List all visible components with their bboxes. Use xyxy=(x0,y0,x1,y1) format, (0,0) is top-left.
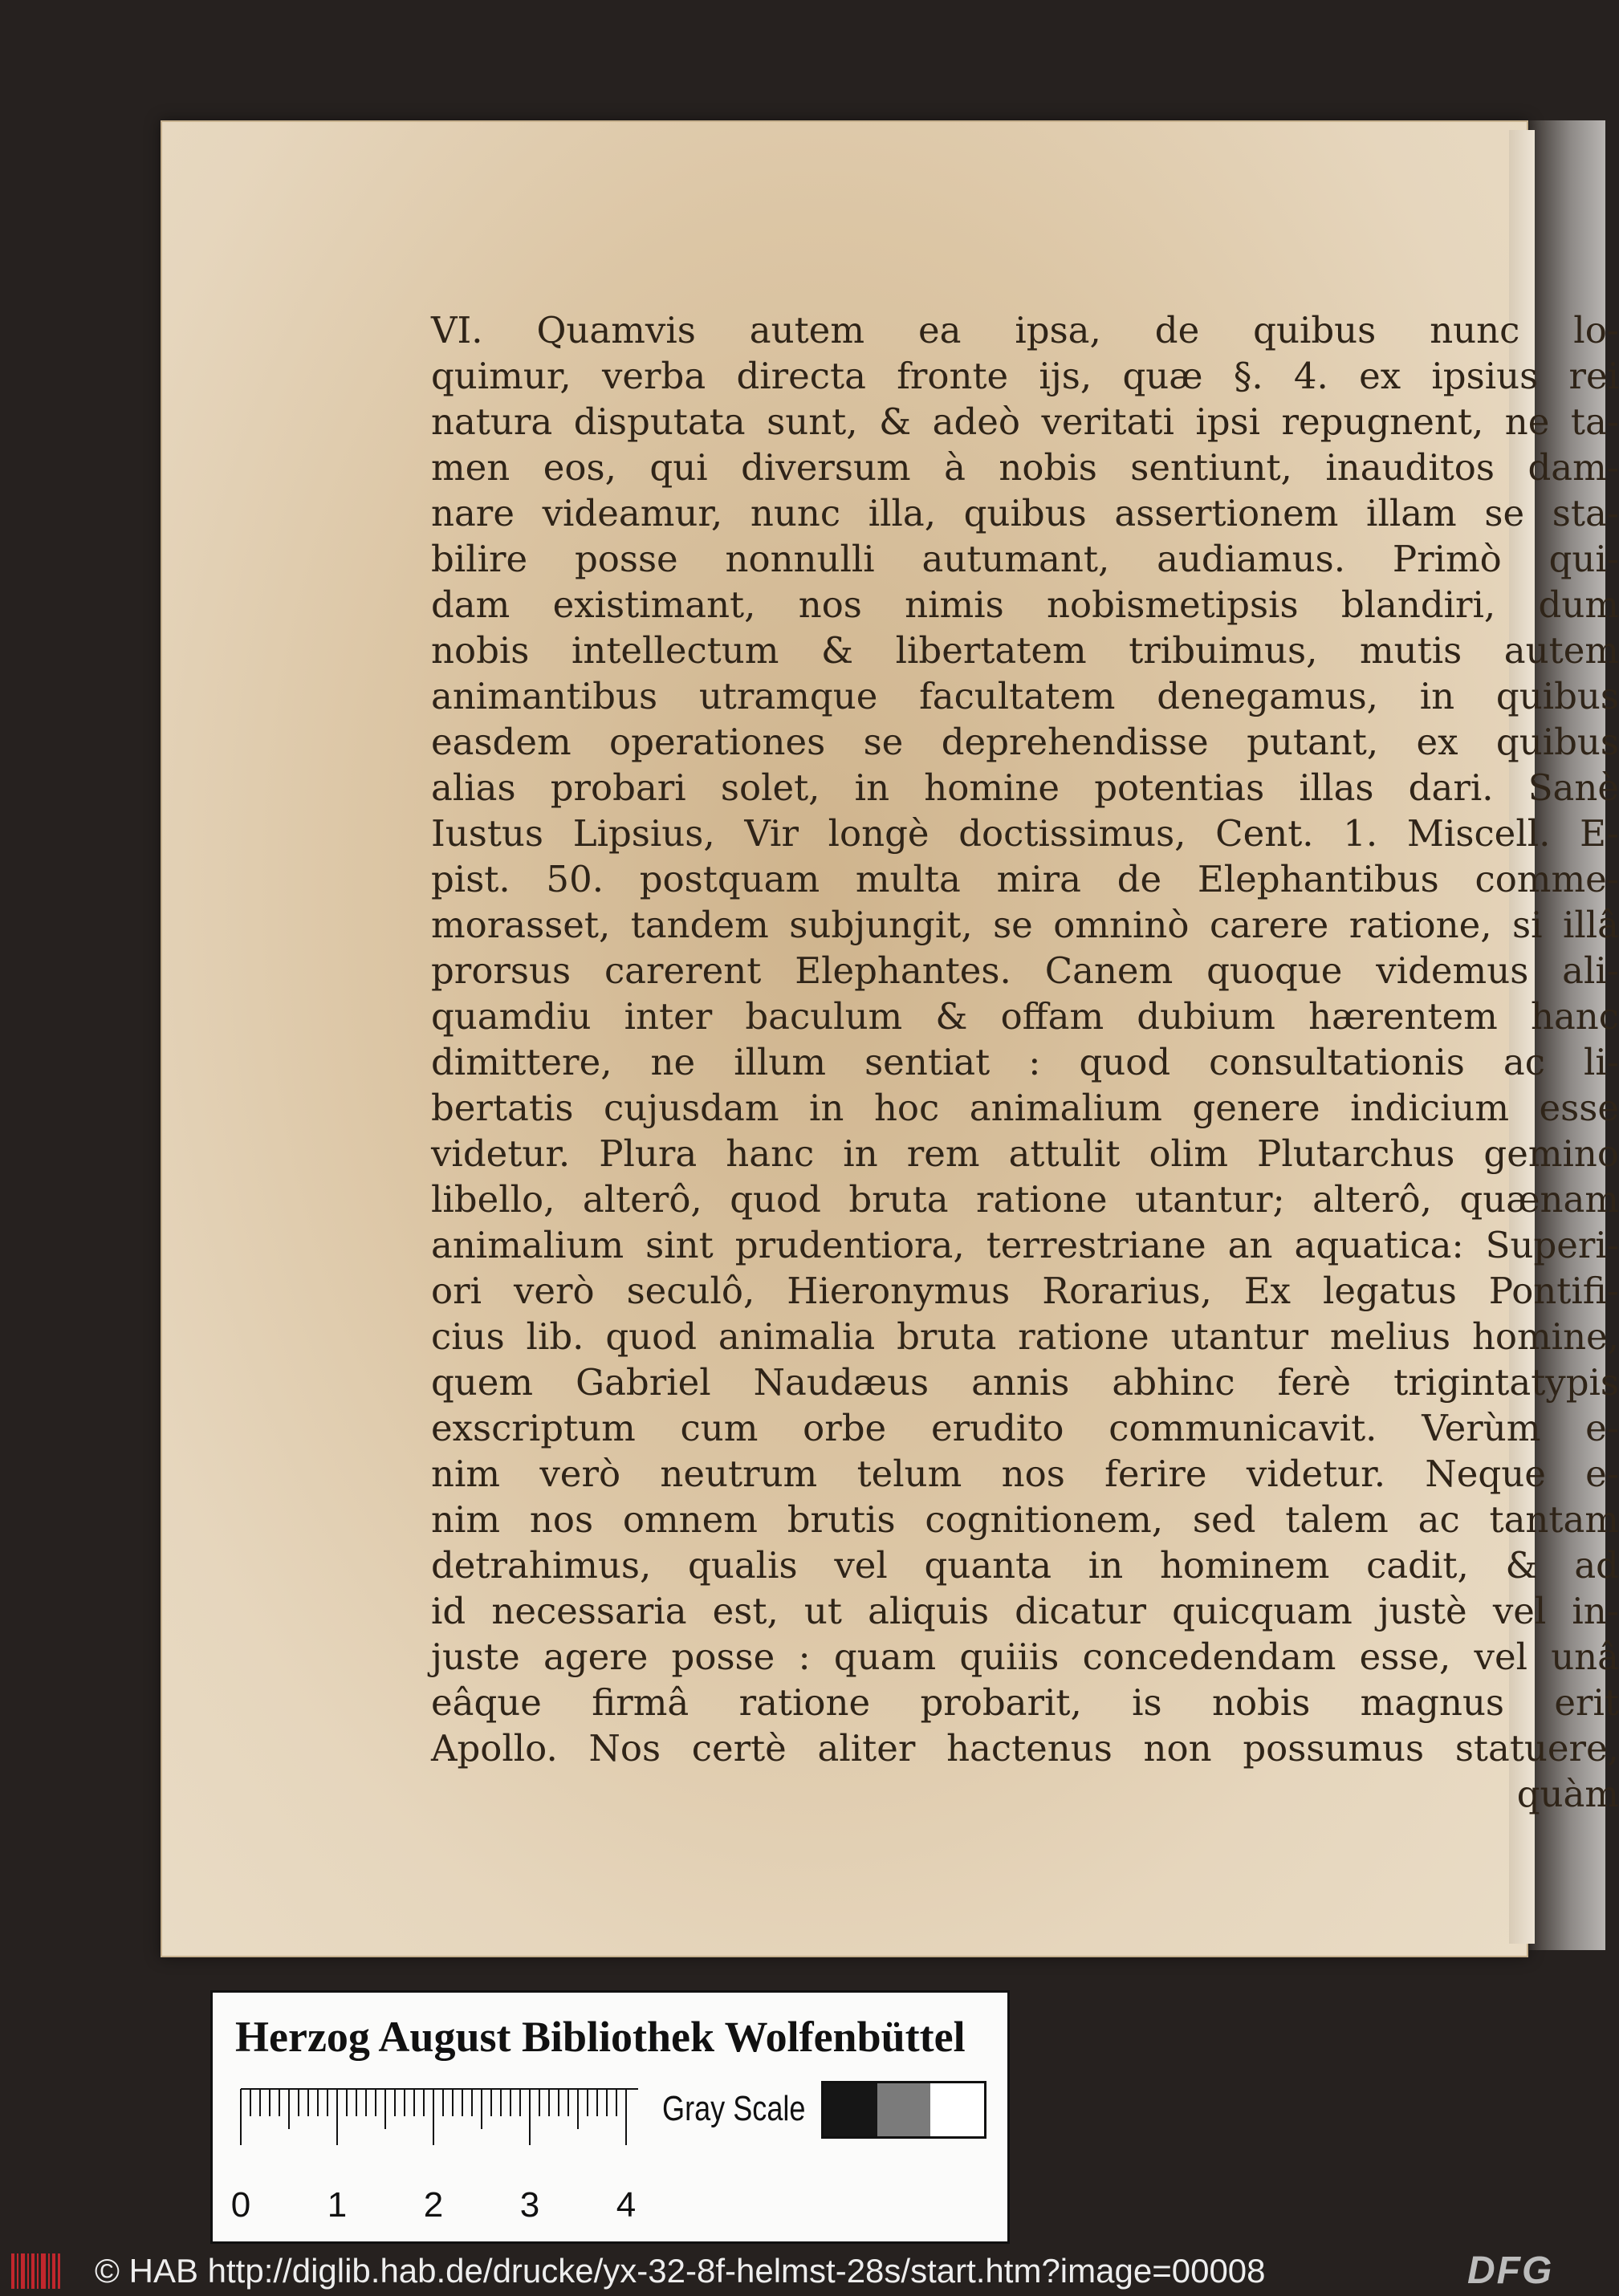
text-line: libello, alterô, quod bruta ratione utantur; alterô, quænam xyxy=(431,1178,1619,1221)
text-line: nobis intellectum & libertatem tribuimus, mutis autem xyxy=(431,629,1619,672)
ruler-ticks xyxy=(237,2073,638,2169)
text-line: cius lib. quod animalia bruta ratione utantur melius homine, xyxy=(431,1315,1619,1358)
text-line: prorsus carerent Elephantes. Canem quoque videmus ali- xyxy=(431,949,1619,992)
swatch-black xyxy=(824,2083,877,2136)
page-text-block xyxy=(431,307,1619,1815)
footer-bar xyxy=(0,2245,1605,2296)
text-line: morasset, tandem subjungit, se omninò carere ratione, si illâ xyxy=(431,904,1619,946)
ruler-number: 3 xyxy=(519,2185,540,2225)
text-line: animantibus utramque facultatem denegamus, in quibus xyxy=(431,675,1619,717)
text-line: alias probari solet, in homine potentias illas dari. Sanè xyxy=(431,766,1619,809)
library-name: Herzog August Bibliothek Wolfenbüttel xyxy=(235,2013,966,2061)
ruler-number: 2 xyxy=(423,2185,444,2225)
book-page xyxy=(161,120,1619,1957)
ruler-number: 1 xyxy=(327,2185,348,2225)
text-line: quamdiu inter baculum & offam dubium hærentem hanc xyxy=(431,995,1619,1038)
dfg-logo: DFG xyxy=(1467,2249,1554,2292)
gray-scale-swatches xyxy=(821,2081,986,2139)
text-line: exscriptum cum orbe erudito communicavit. Verùm e- xyxy=(431,1407,1619,1449)
text-line: pist. 50. postquam multa mira de Elephantibus comme- xyxy=(431,858,1619,900)
text-line: quimur, verba directa fronte ijs, quæ §. 4. ex ipsius rei xyxy=(431,355,1619,397)
text-line: Apollo. Nos certè aliter hactenus non possumus statuere, xyxy=(431,1727,1619,1770)
text-line: natura disputata sunt, & adeò veritati ipsi repugnent, ne ta- xyxy=(431,400,1619,443)
text-line: detrahimus, qualis vel quanta in hominem cadit, & ad xyxy=(431,1544,1619,1587)
swatch-white xyxy=(930,2083,984,2136)
color-calibration-card xyxy=(210,1990,1010,2244)
text-line: bilire posse nonnulli autumant, audiamus. Primò qui- xyxy=(431,538,1619,580)
text-line: nim nos omnem brutis cognitionem, sed talem ac tantam xyxy=(431,1498,1619,1541)
swatch-gray xyxy=(877,2083,931,2136)
text-line: eâque firmâ ratione probarit, is nobis magnus erit xyxy=(431,1681,1619,1724)
text-line: videtur. Plura hanc in rem attulit olim Plutarchus gemino xyxy=(431,1132,1619,1175)
text-line: id necessaria est, ut aliquis dicatur quicquam justè vel in- xyxy=(431,1590,1619,1632)
text-line: VI. Quamvis autem ea ipsa, de quibus nunc lo- xyxy=(431,309,1619,352)
catchword: quàm xyxy=(1516,1773,1619,1815)
text-line: ori verò seculô, Hieronymus Rorarius, Ex legatus Pontifi- xyxy=(431,1270,1619,1312)
text-line: Iustus Lipsius, Vir longè doctissimus, Cent. 1. Miscell. E- xyxy=(431,812,1619,855)
text-line: nim verò neutrum telum nos ferire videtur. Neque e- xyxy=(431,1453,1619,1495)
ruler-number: 4 xyxy=(616,2185,637,2225)
text-line: animalium sint prudentiora, terrestriane an aquatica: Superi- xyxy=(431,1224,1619,1266)
gray-scale-label: Gray Scale xyxy=(662,2089,806,2128)
ruler-number: 0 xyxy=(230,2185,251,2225)
text-line: dimittere, ne illum sentiat : quod consultationis ac li- xyxy=(431,1041,1619,1083)
text-line: quem Gabriel Naudæus annis abhinc ferè trigintatypis xyxy=(431,1361,1619,1404)
text-line: dam existimant, nos nimis nobismetipsis blandiri, dum xyxy=(431,583,1619,626)
source-credit: © HAB http://diglib.hab.de/drucke/yx-32-8f-helmst-28s/start.htm?image=00008 xyxy=(95,2252,1266,2290)
text-line: bertatis cujusdam in hoc animalium genere indicium esse xyxy=(431,1087,1619,1129)
text-line: men eos, qui diversum à nobis sentiunt, inauditos dam- xyxy=(431,446,1619,489)
text-line: easdem operationes se deprehendisse putant, ex quibus xyxy=(431,721,1619,763)
text-line: nare videamur, nunc illa, quibus assertionem illam se sta- xyxy=(431,492,1619,534)
text-line: juste agere posse : quam quiiis concedendam esse, vel unâ xyxy=(431,1636,1619,1678)
barcode-icon xyxy=(11,2252,64,2290)
